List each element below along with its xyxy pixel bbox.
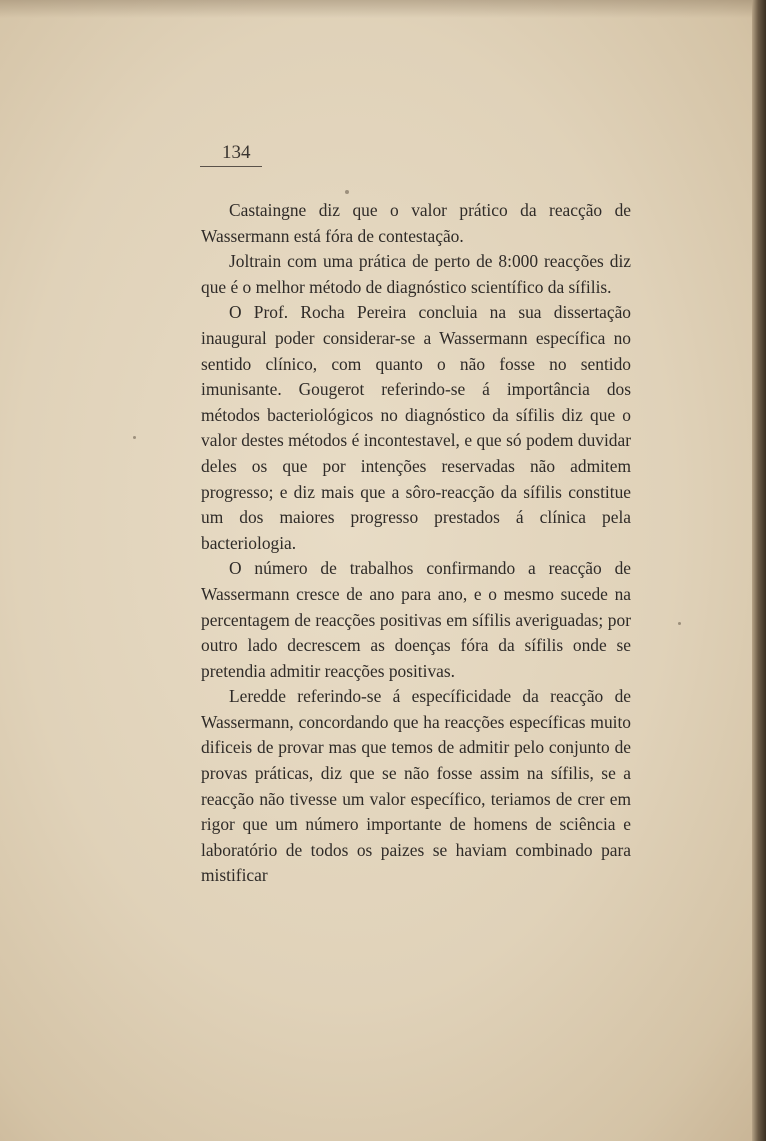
paragraph: Castaingne diz que o valor prático da reacção de Wassermann está fóra de contestação. [201, 200, 631, 246]
paragraph: Leredde referindo-se á específicidade da reacção de Wassermann, concordando que ha reacções específicas muito dificeis de provar mas que temos de admitir pelo conjunto de provas práticas, diz que se não fosse assim na sífilis, se a reacção não tivesse um valor específico, teriamos de crer em rigor que um número importante de homens de sciência e laboratório de todos os paizes se haviam combinado para mistificar [201, 686, 631, 886]
paragraph: O número de trabalhos confirmando a reacção de Wassermann cresce de ano para ano, e o mesmo sucede na percentagem de reacções positivas em sífilis averiguadas; por outro lado decrescem as doenças fóra da sífilis onde se pretendia admitir reacções positivas. [201, 558, 631, 681]
paper-speck [345, 190, 349, 194]
paragraph: O Prof. Rocha Pereira concluia na sua dissertação inaugural poder considerar-se a Wassermann específica no sentido clínico, com quanto o não fosse no sentido imunisante. Gougerot referindo-se á importância dos métodos bacteriológicos no diagnóstico da sífilis diz que o valor destes métodos é incontestavel, e que só podem duvidar deles os que por intenções reservadas não admitem progresso; e diz mais que a sôro-reacção da sífilis constitue um dos maiores progresso prestados á clínica pela bacteriologia. [201, 302, 631, 553]
page-number: 134 [200, 141, 262, 167]
page-top-shadow [0, 0, 752, 18]
paper-speck [133, 436, 136, 439]
paragraph: Joltrain com uma prática de perto de 8:000 reacções diz que é o melhor método de diagnóstico scientífico da sífilis. [201, 251, 631, 297]
paper-speck [678, 622, 681, 625]
body-text [201, 198, 631, 889]
book-spine-edge [752, 0, 766, 1141]
